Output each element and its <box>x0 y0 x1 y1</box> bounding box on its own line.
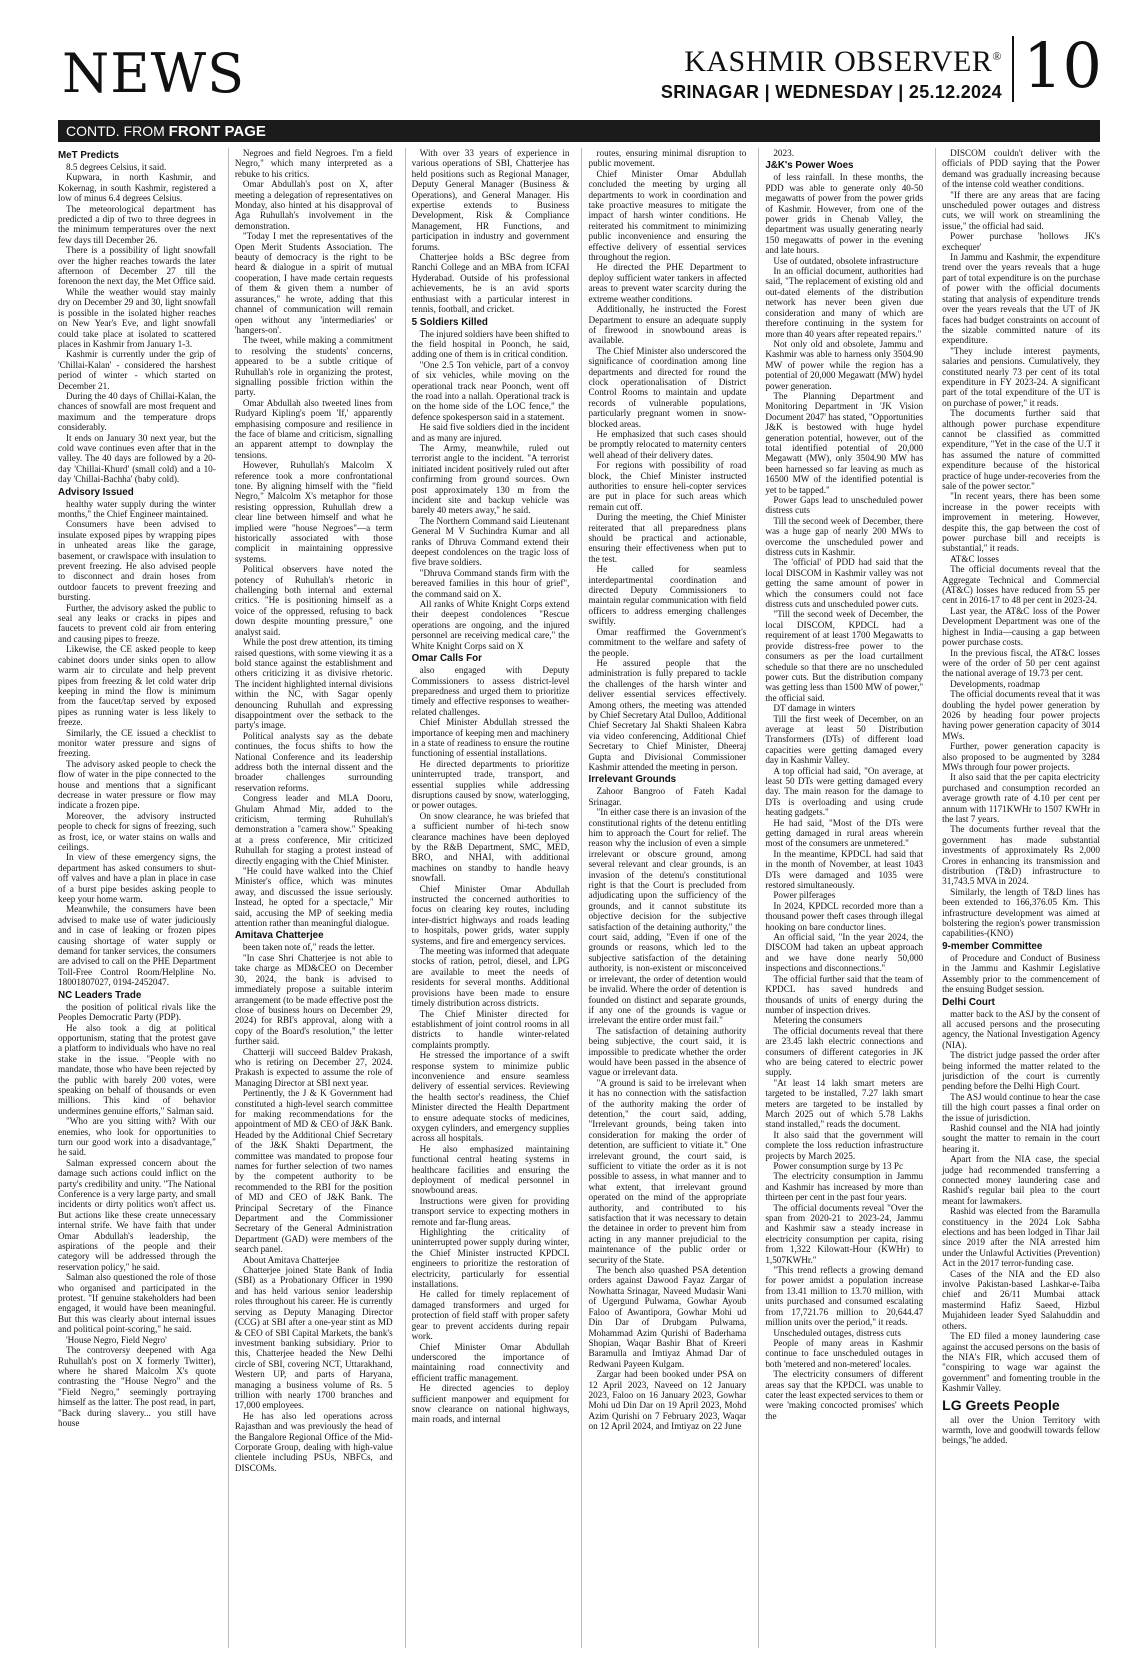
paragraph: While the weather would stay mainly dry on December 29 and 30, light snowfall is possible in the isolated higher reaches on New Year's Eve, and light snowfall could take place at isolated to scattered places in Kashmir from January 1-3. <box>58 286 216 349</box>
paragraph: For regions with possibility of road block, the Chief Minister instructed authorities to ensure heli-copter services are put in place for such areas which remain cut off. <box>588 460 747 512</box>
paper-title: KASHMIR OBSERVER <box>684 45 993 78</box>
paragraph: Salman also questioned the role of those who organised and participated in the protest. "If genuine stakeholders had been engaged, it would have been meaningful. But this was clearly about internal issues and political point-scoring," he said. <box>58 1272 216 1335</box>
paragraph: He said five soldiers died in the incident and as many are injured. <box>411 422 570 443</box>
paragraph: Apart from the NIA case, the special judge had recommended transferring a connected money laundering case and Rashid's regular bail plea to the court meant for lawmakers. <box>942 1154 1100 1206</box>
paragraph: Kashmir is currently under the grip of 'Chillai-Kalan' - considered the harshest period of winter - which started on December 21. <box>58 349 216 391</box>
paragraph: been taken note of," reads the letter. <box>242 942 375 953</box>
story-headline: Amitava Chatterjee <box>234 930 324 942</box>
paragraph: AT&C losses <box>950 553 999 564</box>
paragraph: The Chief Minister also underscored the significance of coordination among line departments and directed for round the clock operationalisation of District Control Rooms to maintain and update records of vulnerable populations, particularly pregnant women in snow-blocked areas. <box>588 345 747 429</box>
dateline: SRINAGAR | WEDNESDAY | 25.12.2024 <box>660 82 1002 102</box>
paragraph: Meanwhile, the consumers have been advised to make use of water judiciously and in case of leaking or frozen pipes causing shortage of water supply or demand for tanker services, the consumers are advised to call on the PHE Department Toll-Free Control Room/Helpline No. 18001807027, 0194-2452047. <box>58 904 216 988</box>
paragraph: The official documents reveal "Over the span from 2020-21 to 2023-24, Jammu and Kashmir saw a steady increase in electricity consumption per capita, rising from 1,322 Kilowatt-Hour (KWHr) to 1,507KWHr." <box>765 1202 924 1265</box>
paragraph: "In recent years, there has been some increase in the power receipts with improvement in metering. However, despite this, the gap between the cost of power purchase bill and receipts is substantial," it reads. <box>942 491 1100 554</box>
paragraph: Chatterjee holds a BSc degree from Ranchi College and an MBA from ICFAI Hyderabad. Outside of his professional achievements, he is an avid sports enthusiast with a particular interest in tennis, football, and cricket. <box>411 252 570 315</box>
paragraph: Not only old and obsolete, Jammu and Kashmir was able to harness only 3504.90 MW of power while the region has a potential of 20,000 Megawatt (MW) hydel power generation. <box>765 338 924 391</box>
masthead <box>62 29 1102 114</box>
paragraph: healthy water supply during the winter months," the Chief Engineer maintained. <box>58 498 216 519</box>
paragraph: Power consumption surge by 13 Pc <box>773 1161 904 1171</box>
paragraph: In the previous fiscal, the AT&C losses were of the order of 50 per cent against the national average of 19.73 per cent. <box>942 647 1100 679</box>
paragraph: Omar Abdullah also tweeted lines from Rudyard Kipling's poem 'If,' apparently emphasising composure and resilience in the face of blame and criticism, signalling an apparent attempt to downplay the tensions. <box>234 397 393 460</box>
paragraph: The controversy deepened with Aga Ruhullah's post on X formerly Twitter), where he shared Malcolm X's quote contrasting the "House Negro" and the "Field Negro," seemingly portraying himself as the latter. The post read, in part, "Back during slavery... you still have house <box>58 1345 216 1428</box>
paragraph: In an official document, authorities had said, "The replacement of existing old and out-dated elements of the distribution network has never been given due consideration and many of which are therefore continuing in the system for more than 40 years after repeated repairs." <box>765 266 924 339</box>
article-columns <box>58 148 1100 1648</box>
paragraph: The official further said that the team of KPDCL has saved hundreds and thousands of units of energy during the number of inspection drives. <box>765 973 924 1015</box>
paragraph: Chief Minister Abdullah stressed the importance of keeping men and machinery in a state of readiness to ensure the routine functioning of essential installations. <box>411 717 570 759</box>
paragraph: About Amitava Chatterjee <box>242 1254 340 1265</box>
paragraph: The meteorological department has predicted a dip of two to three degrees in the minimum temperatures over the next few days till December 26. <box>58 203 216 245</box>
paragraph: "If there are any areas that are facing unscheduled power outages and distress cuts, we will work on streamlining the issue," the official had said. <box>942 189 1100 231</box>
paragraph: Till the second week of December, there was a huge gap of nearly 200 MWs to overcome the unscheduled power and distress cuts in Kashmir. <box>765 515 924 558</box>
paper-info <box>661 40 1002 103</box>
paragraph: Similarly, the CE issued a checklist to monitor water pressure and signs of freezing. <box>58 727 216 759</box>
paragraph: Political observers have noted the potency of Ruhullah's rhetoric in challenging both internal and external critics. "He is positioning himself as a voice of the oppressed, refusing to back down despite mounting pressure," one analyst said. <box>234 564 393 637</box>
story-headline: MeT Predicts <box>58 150 119 161</box>
column-5 <box>758 148 923 1648</box>
paragraph: routes, ensuring minimal disruption to public movement. <box>588 148 747 169</box>
paragraph: Kupwara, in north Kashmir, and Kokernag, in south Kashmir, registered a low of minus 6.4 degrees Celsius. <box>58 172 216 204</box>
paragraph: Zahoor Bangroo of Fateh Kadal Srinagar. <box>588 786 747 807</box>
paragraph: Salman expressed concern about the damage such actions could inflict on the party's credibility and unity. "The National Conference is a very large party, and small incidents or dirty politics won't affect us. But actions like these create unnecessary internal strife. We have faith that under Omar Abdullah's leadership, the aspirations of the people and their category will be addressed through the reservation policy," he said. <box>58 1157 216 1272</box>
paragraph: of Procedure and Conduct of Business in the Jammu and Kashmir Legislative Assembly prior to the commencement of the ensuing Budget session. <box>942 952 1100 995</box>
paragraph: It also said that the government will complete the loss reduction infrastructure projects by March 2025. <box>765 1129 924 1161</box>
story-headline: Irrelevant Grounds <box>588 774 677 786</box>
paragraph: A top official had said, "On average, at least 50 DTs were getting damaged every day. The main reason for the damage to DTs is overloading and using crude heating gadgets." <box>765 765 924 818</box>
paragraph: The injured soldiers have been shifted to the field hospital in Poonch, he said, adding one of them is in critical condition. <box>411 328 570 360</box>
paragraph: He called for timely replacement of damaged transformers and urged for protection of field staff with proper safety gear to prevent accidents during repair work. <box>411 1289 570 1342</box>
paragraph: Till the first week of December, on an average at least 50 Distribution Transformers (DTs) of different load capacities were getting damaged every day in Kashmir Valley. <box>765 713 924 766</box>
paragraph: "Till the second week of December, the local DISCOM, KPDCL had a requirement of at least 1700 Megawatts to provide distress-free power to the consumers as per the load curtailment schedule so that there are no unscheduled power cuts. But the distribution company was getting less than 1500 MW of power," the official said. <box>765 609 924 703</box>
paragraph: Similarly, the length of T&D lines has been extended to 166,376.05 Km. This infrastructure development was aimed at bolstering the region's power transmission capabilities-(KNO) <box>942 886 1100 939</box>
paragraph: It also said that the per capita electricity purchased and consumption recorded an average growth rate of 4.10 per cent per annum with 1171KWHr to 1507 KWHr in the last 7 years. <box>942 772 1100 824</box>
paragraph: Further, power generation capacity is also proposed to be augmented by 3284 MWs through four power projects. <box>942 741 1100 772</box>
column-4 <box>581 148 746 1648</box>
section-name: NEWS <box>62 42 246 105</box>
paragraph: All ranks of White Knight Corps extend their deepest condolences "Rescue operations are ongoing, and the injured personnel are receiving medical care," the White Knight Corps said on X <box>411 599 570 651</box>
paragraph: He has also led operations across Rajasthan and was previously the head of the Bangalore Regional Office of the Mid-Corporate Group, dealing with high-value clientele including PSUs, NBFCs, and DISCOMs. <box>234 1410 393 1473</box>
banner-prefix: CONTD. FROM <box>66 123 169 139</box>
paragraph: Chatterji will succeed Baldev Prakash, who is retiring on December 27, 2024. Prakash is expected to assume the role of Managing Director at SBI next year. <box>234 1046 393 1088</box>
paragraph: The ED filed a money laundering case against the accused persons on the basis of the NIA's FIR, which accused them of "conspiring to wage war against the government" and fomenting trouble in the Kashmir Valley. <box>942 1331 1100 1394</box>
paragraph: He directed departments to prioritize uninterrupted trade, transport, and essential supplies while addressing disruptions caused by snow, waterlogging, or power outages. <box>411 758 570 811</box>
paragraph: He directed agencies to deploy sufficient manpower and equipment for snow clearance on national highways, main roads, and internal <box>411 1383 570 1425</box>
paragraph: Moreover, the advisory instructed people to check for signs of freezing, such as frost, ice, or water stains on walls and ceilings. <box>58 810 216 852</box>
paragraph: The Planning Department and Monitoring Department in 'JK Vision Document 2047' has stated, "Opportunities J&K is bestowed with huge hydel generation potential, however, out of the total identified potential of 20,000 Megawatt (MW), only 3504.90 MW has been harnessed so far leaving as much as 16500 MW of the identified potential is yet to be tapped." <box>765 390 924 495</box>
paragraph: "In either case there is an invasion of the constitutional rights of the detenu entitling him to approach the Court for relief. The reason why the inclusion of even a simple irrelevant or obscure ground, among several relevant and clear grounds, is an invasion of the detenu's constitutional right is that the Court is precluded from adjudicating upon the sufficiency of the grounds, and it cannot substitute its objective decision for the subjective satisfaction of the detaining authority," the court said, adding, "Even if one of the grounds or reasons, which led to the subjective satisfaction of the detaining authority, is non-existent or misconceived or irrelevant, the order of detention would be invalid. Where the order of detention is founded on distinct and separate grounds, if any one of the grounds is vague or irrelevant the entire order must fail." <box>588 807 747 1026</box>
paragraph: He also took a dig at political opportunism, stating that the protest gave a platform to individuals who have no real stake in the issue. "People with no mandate, those who have been rejected by the public with barely 200 votes, were speaking on behalf of thousands or even millions. This kind of behavior undermines genuine efforts," Salman said. <box>58 1022 216 1116</box>
paragraph: Negroes and field Negroes. I'm a field Negro," which many interpreted as a rebuke to his critics. <box>234 148 393 179</box>
paragraph: "This trend reflects a growing demand for power amidst a population increase from 13.41 million to 13.70 million, with units purchased and consumed escalating from 17,721.76 million to 20,644.47 million units over the period," it reads. <box>765 1265 924 1328</box>
paragraph: While the post drew attention, its timing raised questions, with some viewing it as a bold stance against the establishment and others criticizing it as divisive rhetoric. The incident highlighted internal divisions within the NC, with Sagar openly denouncing Ruhullah and expressing disappointment over the setback to the party's image. <box>234 637 393 731</box>
paragraph: In the meantime, KPDCL had said that in the month of November, at least 1043 DTs were damaged and 1035 were restored simultaneously. <box>765 848 924 891</box>
paragraph: The official documents reveal that the Aggregate Technical and Commercial (AT&C) losses have reduced from 55 per cent in 2016-17 to 48 per cent in 2023-24. <box>942 564 1100 606</box>
paragraph: Use of outdated, obsolete infrastructure <box>773 255 919 266</box>
paragraph: Rashid counsel and the NIA had jointly sought the matter to remain in the court hearing it. <box>942 1122 1100 1154</box>
paragraph: In view of these emergency signs, the department has asked consumers to shut-off valves and have a plan in place in case of a burst pipe besides asking people to keep your home warm. <box>58 852 216 905</box>
paragraph: Political analysts say as the debate continues, the focus shifts to how the National Conference and its leadership address both the internal dissent and the broader challenges surrounding reservation reforms. <box>234 730 393 793</box>
paragraph: Last year, the AT&C loss of the Power Development Department was one of the highest in India—causing a gap between power purchase costs. <box>942 605 1100 648</box>
paragraph: Omar Abdullah's post on X, after meeting a delegation of representatives on Monday, also hinted at his disapproval of Aga Ruhullah's involvement in the demonstration. <box>234 179 393 231</box>
paragraph: Chief Minister Omar Abdullah underscored the importance of maintaining road connectivity and efficient traffic management. <box>411 1341 570 1383</box>
paragraph: Power pilferages <box>773 890 836 901</box>
paragraph: The official documents reveal that it was doubling the hydel power generation by 2026 by heading four power projects having power generation capacity of 3014 MWs. <box>942 689 1100 741</box>
paragraph: The electricity consumers of different areas say that the KPDCL was unable to cater the least expected services to them or were 'making concocted promises' which the <box>765 1369 924 1421</box>
paragraph: the position of political rivals like the Peoples Democratic Party (PDP). <box>58 1001 216 1023</box>
paragraph: He emphasized that such cases should be promptly relocated to maternity centers well ahead of their delivery dates. <box>588 428 747 460</box>
paragraph: "They include interest payments, salaries and pensions. Cumulatively, they constituted nearly 73 per cent of its total expenditure in FY 2023-24. A significant part of the total expenditure of the UT is on purchase of power," it reads. <box>942 345 1100 408</box>
paragraph: matter back to the ASJ by the consent of all accused persons and the prosecuting agency, the National Investigation Agency (NIA). <box>942 1008 1100 1050</box>
paragraph: He also emphasized maintaining functional central heating systems in healthcare facilities and ensuring the deployment of medical personnel in snowbound areas. <box>411 1143 570 1196</box>
paragraph: Consumers have been advised to insulate exposed pipes by wrapping pipes in unheated areas like the garage, basement, or crawlspace with insulation to prevent freezing. He also advised people to disconnect and drain hoses from outdoor faucets to prevent freezing and bursting. <box>58 519 216 603</box>
story-headline: Advisory Issued <box>58 486 134 498</box>
paragraph: However, Ruhullah's Malcolm X reference took a more confrontational tone. By aligning himself with the "field Negro," Malcolm X's metaphor for those resisting oppression, Ruhullah drew a clear line between himself and what he implied were "house Negroes"—a term historically associated with those complicit in maintaining oppressive systems. <box>234 460 393 564</box>
paragraph: Metering the consumers <box>773 1015 863 1026</box>
paragraph: An official said, "In the year 2024, the DISCOM had taken an upbeat approach and we have done nearly 50,000 inspections and disconnections." <box>765 932 924 974</box>
paragraph: The bench also quashed PSA detention orders against Dawood Fayaz Zargar of Nowhatta Srinagar, Naveed Mudasir Wani of Ugergund Pulwama, Gowhar Ayoub Faloo of Awantipora, Gowhar Mohi ud Din Dar of Drubgam Pulwama, Mohammad Azim Qurishi of Baderhama Shopian, Waqar Bashir Bhat of Kreeri Baramulla and Imtiyaz Ahmad Dar of Redwani Payeen Kulgam. <box>588 1265 747 1369</box>
paragraph: DISCOM couldn't deliver with the officials of PDD saying that the Power demand was gradually increasing because of the intense cold weather conditions. <box>942 148 1100 190</box>
paragraph: The Northern Command said Lieutenant General M V Suchindra Kumar and all ranks of Dhruva Command extend their deepest condolences on the tragic loss of five brave soldiers. <box>411 515 570 568</box>
story-headline: 9-member Committee <box>942 940 1043 952</box>
paragraph: He assured people that the administration is fully prepared to tackle the challenges of the harsh winter and deliver essential services effectively. Among others, the meeting was attended by Chief Secretary Atal Dulloo, Additional Chief Secretary Jal Shakti Shaleen Kabra via video conferencing, Additional Chief Secretary to Chief Minister, Dheeraj Gupta and Divisional Commissioner Kashmir attended the meeting in person. <box>588 657 747 772</box>
paragraph: "Today I met the representatives of the Open Merit Students Association. The beauty of democracy is the right to be heard & dialogue in a spirit of mutual cooperation, I have made certain requests of them & given them a number of assurances," he wrote, adding that this channel of communication will remain open without any 'intermediaries' or 'hangers-on'. <box>234 231 393 335</box>
paragraph: With over 33 years of experience in various operations of SBI, Chatterjee has held positions such as Regional Manager, Deputy General Manager (Business & Operations), and General Manager. His expertise extends to Business Development, Risk & Compliance Management, HR Functions, and participation in industry and government forums. <box>411 148 570 252</box>
paragraph: The Chief Minister directed for establishment of joint control rooms in all districts to handle winter-related complaints promptly. <box>411 1008 570 1050</box>
paragraph: DT damage in winters <box>773 703 856 714</box>
paragraph: In Jammu and Kashmir, the expenditure trend over the years reveals that a huge part of total expenditure is on the purchase of power with the official documents stating that analysis of expenditure trends over the years reveals that the UT of JK faces had budget constraints on account of the sizable committed nature of its expenditure. <box>942 252 1100 346</box>
paragraph: In 2024, KPDCL recorded more than a thousand power theft cases through illegal hooking on bare conductor lines. <box>765 900 924 932</box>
paragraph: The electricity consumption in Jammu and Kashmir has increased by more than thirteen per cent in the past four years. <box>765 1171 924 1203</box>
paragraph: During the 40 days of Chillai-Kalan, the chances of snowfall are most frequent and maximum and the temperature drops considerably. <box>58 390 216 433</box>
paragraph: Instructions were given for providing transport service to expecting mothers in remote and far-flung areas. <box>411 1195 570 1227</box>
column-6 <box>935 148 1100 1648</box>
paragraph: 2023. <box>773 148 794 158</box>
paragraph: Omar reaffirmed the Government's commitment to the welfare and safety of the people. <box>588 626 747 658</box>
story-headline: 5 Soldiers Killed <box>411 316 488 328</box>
paragraph: Power purchase 'hollows JK's exchequer' <box>942 231 1100 252</box>
paragraph: The documents further said that although power purchase expenditure cannot be classified as committed expenditure, "Yet in the case of the U.T it has assumed the nature of committed expenditure because of the historical practice of huge under-recoveries from the sale of the power sector." <box>942 408 1100 491</box>
paragraph: of less rainfall. In these months, the PDD was able to generate only 40-50 megawatts of power from the power grids of Kashmir. However, from one of the power grids in Chenab Valley, the department was usually generating nearly 150 megawatts of power in the evening and late hours. <box>765 172 924 256</box>
paragraph: "At least 14 lakh smart meters are targeted to be installed, 7.27 lakh smart meters are targeted to be installed by March 2025 out of which 5.78 Lakhs stand installed," reads the document. <box>765 1077 924 1130</box>
story-headline-large: LG Greets People <box>942 1396 1060 1413</box>
column-2 <box>228 148 393 1648</box>
paragraph: He directed the PHE Department to deploy sufficient water tankers in affected areas to prevent water scarcity during the extreme weather conditions. <box>588 262 747 304</box>
paragraph: "He could have walked into the Chief Minister's office, which was minutes away, and discussed the issue seriously. Instead, he opted for a spectacle," Mir said, accusing the MP of seeking media attention rather than meaningful dialogue. <box>234 866 393 929</box>
paragraph: Likewise, the CE asked people to keep cabinet doors under sinks open to allow warm air to circulate and help prevent pipes from freezing & let cold water drip keeping in mind the flow is minimum from the faucet/tap served by exposed pipes as running water is less likely to freeze. <box>58 644 216 728</box>
paragraph: 8.5 degrees Celsius, it said. <box>66 162 167 172</box>
paper-name <box>661 40 1002 78</box>
registered-mark: ® <box>992 49 1002 63</box>
paragraph: People of many areas in Kashmir continue to face unscheduled outages in both 'metered and non-metered' locales. <box>765 1337 924 1369</box>
paragraph: also engaged with Deputy Commissioners to assess district-level preparedness and urged them to prioritize timely and effective responses to weather-related challenges. <box>411 665 570 717</box>
paragraph: The ASJ would continue to hear the case till the high court passes a final order on the issue of jurisdiction. <box>942 1091 1100 1123</box>
paragraph: It ends on January 30 next year, but the cold wave continues even after that in the valley. The 40 days are followed by a 20-day 'Chillai-Khurd' (small cold) and a 10-day 'Chillai-Bachha' (baby cold). <box>58 432 216 485</box>
paragraph: "A ground is said to be irrelevant when it has no connection with the satisfaction of the authority making the order of detention," the court said, adding, "Irrelevant grounds, being taken into consideration for making the order of detention, are sufficient to vitiate it." One irrelevant ground, the court said, is sufficient to vitiate the order as it is not possible to assess, in what manner and to what extent, that irrelevant ground operated on the mind of the appropriate authority, and contributed to his satisfaction that it was necessary to detain the detainee in order to prevent him from acting in any manner prejudicial to the maintenance of the public order or security of the State. <box>588 1077 747 1265</box>
page-number: 10 <box>1023 29 1102 102</box>
story-headline: Omar Calls For <box>411 653 482 665</box>
paragraph: The district judge passed the order after being informed the matter related to the jurisdiction of the court is currently pending before the Delhi High Court. <box>942 1050 1100 1092</box>
paragraph: Chatterjee joined State Bank of India (SBI) as a Probationary Officer in 1990 and has held various senior leadership roles throughout his career. He is currently serving as Deputy Managing Director (CCG) at SBI after a one-year stint as MD & CEO of SBI Capital Markets, the bank's investment banking subsidiary. Prior to this, Chatterjee headed the New Delhi circle of SBI, covering NCT, Uttarakhand, Western UP, and parts of Haryana, managing a business volume of Rs. 5 trillion with nearly 1700 branches and 17,000 employees. <box>234 1265 393 1411</box>
paragraph: Unscheduled outages, distress cuts <box>773 1327 901 1338</box>
paragraph: During the meeting, the Chief Minister reiterated that all preparedness plans should be practical and actionable, ensuring their effectiveness when put to the test. <box>588 512 747 564</box>
paragraph: Pertinently, the J & K Government had constituted a high-level search committee for making recommendations for the appointment of MD & CEO of J&K Bank. Headed by the Additional Chief Secretary of the J&K Shakti Department, the committee was mandated to propose four names for further selection of two names by the competent authority to be recommended to the RBI for the position of MD and CEO of J&K Bank. The Principal Secretary of the Finance Department and the Commissioner Secretary of the General Administration Department (GAD) were members of the search panel. <box>234 1088 393 1255</box>
banner-emphasis: FRONT PAGE <box>168 123 266 140</box>
paragraph: Cases of the NIA and the ED also involve Pakistan-based Lashkar-e-Taiba chief and 26/11 Mumbai attack mastermind Hafiz Saeed, Hizbul Mujahideen leader Syed Salahuddin and others. <box>942 1268 1100 1331</box>
masthead-divider <box>1012 36 1014 102</box>
paragraph: There is a possibility of light snowfall over the higher reaches towards the later afternoon of December 27 till the forenoon the next day, the Met Office said. <box>58 245 216 287</box>
paragraph: "Who are you sitting with? With our enemies, who look for opportunities to turn our good work into a disadvantage," he said. <box>58 1116 216 1158</box>
column-1 <box>58 148 216 1648</box>
paragraph: He stressed the importance of a swift response system to minimize public inconvenience and ensure seamless delivery of essential services. Reviewing the health sector's readiness, the Chief Minister directed the Health Department to ensure adequate stocks of medicines, oxygen cylinders, and emergency supplies across all hospitals. <box>411 1050 570 1144</box>
paragraph: "In case Shri Chatterjee is not able to take charge as MD&CEO on December 30, 2024, the bank is advised to immediately propose a suitable interim arrangement (to be made effective post the close of business hours on December 29, 2024) for RBI's approval, along with a copy of the Board's resolution," the letter further said. <box>234 952 393 1047</box>
paragraph: The satisfaction of detaining authority being subjective, the court said, it is impossible to predicate whether the order would have been passed in the absence of vague or irrelevant data. <box>588 1025 747 1078</box>
paragraph: The tweet, while making a commitment to resolving the students' concerns, appeared to be a subtle critique of Ruhullah's role in organizing the protest, signalling possible friction within the party. <box>234 335 393 398</box>
paragraph: On snow clearance, he was briefed that a sufficient number of hi-tech snow clearance machines have been deployed by the R&B Department, SMC, MED, BRO, and NHAI, with additional machines on standby to handle heavy snowfall. <box>411 810 570 884</box>
paragraph: The advisory asked people to check the flow of water in the pipe connected to the house and mentions that a significant decrease in water pressure or flow may indicate a frozen pipe. <box>58 758 216 811</box>
column-3 <box>405 148 570 1648</box>
paragraph: Rashid was elected from the Baramulla constituency in the 2024 Lok Sabha elections and has been lodged in Tihar Jail since 2019 after the NIA arrested him under the Unlawful Activities (Prevention) Act in the 2017 terror-funding case. <box>942 1206 1100 1269</box>
paragraph: Further, the advisory asked the public to seal any leaks or cracks in pipes and faucets to prevent cold air from entering and causing pipes to freeze. <box>58 602 216 644</box>
story-headline: NC Leaders Trade <box>58 989 142 1001</box>
paragraph: 'House Negro, Field Negro' <box>66 1334 167 1345</box>
story-headline: J&K's Power Woes <box>765 160 854 172</box>
paragraph: He called for seamless interdepartmental coordination and directed Deputy Commissioners to maintain regular communication with field officers to address emerging challenges swiftly. <box>588 564 747 627</box>
paragraph: Chief Minister Omar Abdullah instructed the concerned authorities to focus on clearing key routes, including inter-district highways and roads leading to hospitals, power grids, water supply systems, and fire and emergency services. <box>411 883 570 946</box>
paragraph: The Army, meanwhile, ruled out terrorist angle to the incident. "A terrorist initiated incident positively ruled out after confirming from ground sources. Own post approximately 130 m from the incident site and backup vehicle was barely 40 meters away," he said. <box>411 442 570 516</box>
paragraph: Highlighting the criticality of uninterrupted power supply during winter, the Chief Minister instructed KPDCL engineers to prioritize the restoration of electricity, particularly for essential installations. <box>411 1227 570 1290</box>
paragraph: "Dhruva Command stands firm with the bereaved families in this hour of grief", the command said on X. <box>411 567 570 599</box>
paragraph: He had said, "Most of the DTs were getting damaged in rural areas wherein most of the consumers are unmetered." <box>765 817 924 849</box>
paragraph: Developments, roadmap <box>950 678 1040 689</box>
paragraph: Power Gaps lead to unscheduled power distress cuts <box>765 495 924 516</box>
paragraph: The official documents reveal that there are 23.45 lakh electric connections and consumers of different categories in JK who are being catered to electric power supply. <box>765 1025 924 1078</box>
paragraph: all over the Union Territory with warmth, love and goodwill towards fellow beings,"he added. <box>942 1414 1100 1446</box>
paragraph: Additionally, he instructed the Forest Department to ensure an adequate supply of firewood in snowbound areas is available. <box>588 304 747 346</box>
paragraph: "One 2.5 Ton vehicle, part of a convoy of six vehicles, while moving on the operational track near Poonch, went off the road into a nallah. Operational track is on the home side of the LOC fence," the defence spokesperson said in a statement. <box>411 359 570 422</box>
paragraph: Chief Minister Omar Abdullah concluded the meeting by urging all departments to work in coordination and take proactive measures to mitigate the impact of harsh winter conditions. He reiterated his commitment to minimizing public inconvenience and ensuring the effective delivery of essential services throughout the region. <box>588 168 747 263</box>
paragraph: The documents further reveal that the government has made substantial investments of approximately Rs 2,000 Crores in enhancing its transmission and distribution (T&D) infrastructure to 31,743.5 MVA in 2024. <box>942 824 1100 887</box>
continued-banner <box>58 120 1100 142</box>
paragraph: Zargar had been booked under PSA on 12 April 2023, Naveed on 12 January 2023, Faloo on 16 January 2023, Gowhar Mohi ud Din Dar on 19 April 2023, Mohd Azim Qurishi on 7 February 2023, Waqar on 12 April 2024, and Imtiyaz on 22 June <box>588 1369 747 1432</box>
story-headline: Delhi Court <box>942 996 995 1008</box>
paragraph: Congress leader and MLA Dooru, Ghulam Ahmad Mir, added to the criticism, terming Ruhullah's demonstration a "camera show." Speaking at a press conference, Mir criticized Ruhullah for staging a protest instead of directly engaging with the Chief Minister. <box>234 793 393 866</box>
paragraph: The 'official' of PDD had said that the local DISCOM in Kashmir valley was not getting the same amount of power in which the consumers could not face distress cuts and unscheduled power cuts. <box>765 557 924 610</box>
paragraph: The meeting was informed that adequate stocks of ration, petrol, diesel, and LPG are available to meet the needs of residents for several months. Additional provisions have been made to ensure timely distribution across districts. <box>411 946 570 1009</box>
